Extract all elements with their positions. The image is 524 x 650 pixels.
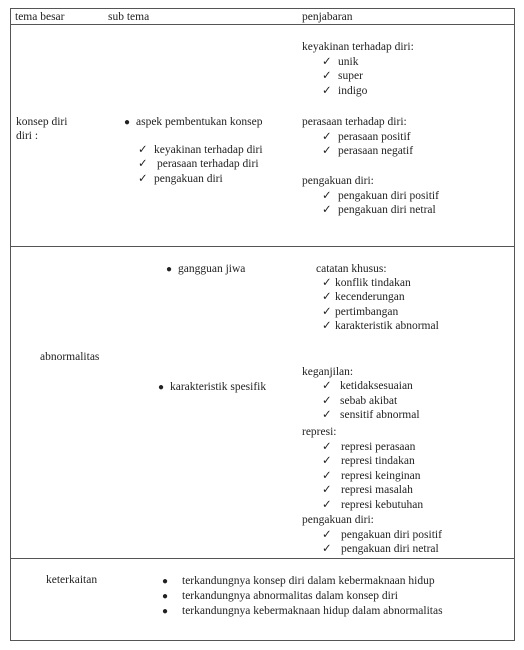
rule-right: [514, 8, 515, 641]
group-item: [322, 319, 439, 333]
check-icon: ✓: [322, 543, 332, 555]
check-icon: ✓: [322, 395, 332, 407]
sub-check-item: [138, 157, 259, 171]
group-item: [322, 483, 413, 497]
check-icon: ✓: [138, 173, 148, 185]
sub-bullet-label: gangguan jiwa: [178, 263, 246, 275]
group-item: [322, 305, 398, 319]
check-icon: ✓: [322, 455, 332, 467]
sub-check-label: perasaan terhadap diri: [157, 158, 259, 170]
group-heading: catatan khusus:: [316, 263, 387, 275]
rule-row2: [10, 558, 515, 559]
group-item: [322, 498, 423, 512]
bullet-icon: ●: [158, 382, 165, 393]
group-item: [322, 379, 413, 393]
check-icon: ✓: [322, 441, 332, 453]
sub-check-label: pengakuan diri: [154, 173, 223, 185]
group-item: [322, 69, 363, 83]
group-item: [322, 84, 367, 98]
group-item: [322, 542, 439, 556]
group-item: [322, 55, 358, 69]
keterkaitan-bullet: [162, 604, 443, 619]
keterkaitan-bullet: [162, 574, 435, 589]
header-tema-besar: tema besar: [15, 11, 65, 23]
group-item: [322, 290, 405, 304]
check-icon: ✓: [322, 70, 332, 82]
group-item-label: ketidaksesuaian: [340, 380, 413, 392]
group-item: [322, 276, 411, 290]
check-icon: ✓: [322, 484, 332, 496]
bullet-icon: ●: [162, 576, 169, 587]
group-item-label: pengakuan diri positif: [341, 529, 442, 541]
group-heading: keyakinan terhadap diri:: [302, 41, 414, 53]
sub-bullet-aspek: [124, 115, 262, 130]
sub-bullet-label: karakteristik spesifik: [170, 381, 267, 393]
group-item: [322, 408, 420, 422]
check-icon: ✓: [322, 204, 332, 216]
group-item-label: unik: [338, 56, 359, 68]
sub-check-item: [138, 143, 263, 157]
rule-row1: [10, 246, 515, 247]
group-item-label: karakteristik abnormal: [335, 320, 439, 332]
check-icon: ✓: [322, 291, 332, 303]
check-icon: ✓: [322, 190, 332, 202]
tema-konsep-diri-line1: konsep diri: [16, 116, 68, 128]
keterkaitan-bullet-label: terkandungnya konsep diri dalam kebermaknaan hidup: [182, 575, 435, 587]
tema-keterkaitan: keterkaitan: [46, 574, 98, 586]
group-heading: pengakuan diri:: [302, 514, 374, 526]
group-item: [322, 440, 415, 454]
group-item-label: represi keinginan: [341, 470, 421, 482]
group-item-label: represi kebutuhan: [341, 499, 424, 511]
group-heading: pengakuan diri:: [302, 175, 374, 187]
group-heading: represi:: [302, 426, 337, 438]
group-item-label: perasaan negatif: [338, 145, 414, 157]
group-item-label: sensitif abnormal: [340, 409, 420, 421]
check-icon: ✓: [322, 409, 332, 421]
group-item-label: pengakuan diri netral: [338, 204, 436, 216]
group-item: [322, 528, 442, 542]
rule-left: [10, 8, 11, 641]
sub-bullet-gangguan-jiwa: [166, 262, 245, 277]
check-icon: ✓: [322, 470, 332, 482]
rule-header: [10, 24, 515, 25]
group-item: [322, 469, 421, 483]
group-item-label: represi tindakan: [341, 455, 415, 467]
group-item: [322, 394, 397, 408]
sub-check-label: keyakinan terhadap diri: [154, 144, 263, 156]
check-icon: ✓: [322, 277, 332, 289]
group-item: [322, 189, 439, 203]
group-item-label: perasaan positif: [338, 131, 411, 143]
check-icon: ✓: [322, 131, 332, 143]
keterkaitan-bullet-label: terkandungnya abnormalitas dalam konsep diri: [182, 590, 398, 602]
group-item-label: konflik tindakan: [335, 277, 411, 289]
check-icon: ✓: [138, 144, 148, 156]
rule-bottom: [10, 640, 515, 641]
group-item-label: pengakuan diri positif: [338, 190, 439, 202]
check-icon: ✓: [322, 380, 332, 392]
tema-abnormalitas: abnormalitas: [40, 351, 100, 363]
rule-top: [10, 8, 515, 9]
check-icon: ✓: [322, 56, 332, 68]
check-icon: ✓: [322, 145, 332, 157]
check-icon: ✓: [322, 320, 332, 332]
group-item-label: pengakuan diri netral: [341, 543, 439, 555]
group-item-label: sebab akibat: [340, 395, 398, 407]
check-icon: ✓: [322, 529, 332, 541]
group-heading: keganjilan:: [302, 366, 354, 378]
check-icon: ✓: [322, 85, 332, 97]
group-item-label: indigo: [338, 85, 368, 97]
group-item: [322, 130, 411, 144]
tema-konsep-diri-line2: diri :: [16, 130, 39, 142]
check-icon: ✓: [322, 306, 332, 318]
group-item-label: super: [338, 70, 363, 82]
group-item: [322, 454, 415, 468]
group-item: [322, 203, 436, 217]
sub-bullet-karakteristik: [158, 380, 266, 395]
bullet-icon: ●: [166, 264, 173, 275]
group-item-label: kecenderungan: [335, 291, 405, 303]
sub-check-item: [138, 172, 223, 186]
check-icon: ✓: [138, 158, 148, 170]
header-penjabaran: penjabaran: [302, 11, 353, 23]
group-heading: perasaan terhadap diri:: [302, 116, 407, 128]
group-item-label: represi masalah: [341, 484, 413, 496]
bullet-icon: ●: [162, 591, 169, 602]
bullet-icon: ●: [162, 606, 169, 617]
group-item-label: pertimbangan: [335, 306, 399, 318]
keterkaitan-bullet: [162, 589, 398, 604]
group-item-label: represi perasaan: [341, 441, 416, 453]
keterkaitan-bullet-label: terkandungnya kebermaknaan hidup dalam abnormalitas: [182, 605, 443, 617]
sub-bullet-label: aspek pembentukan konsep: [136, 116, 263, 128]
check-icon: ✓: [322, 499, 332, 511]
header-sub-tema: sub tema: [108, 11, 150, 23]
bullet-icon: ●: [124, 117, 131, 128]
group-item: [322, 144, 413, 158]
